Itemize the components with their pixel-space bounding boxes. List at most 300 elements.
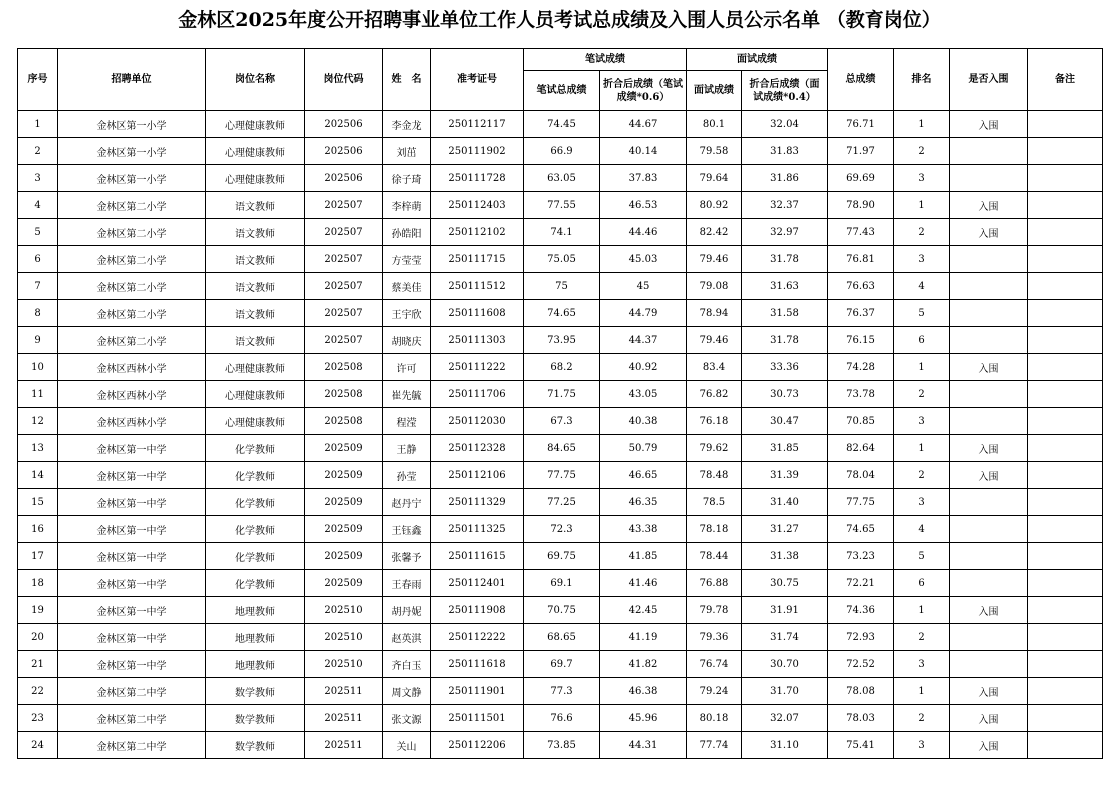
cell-name: 程滢 xyxy=(383,408,431,435)
cell-interview-converted: 31.39 xyxy=(742,462,828,489)
table-row xyxy=(18,273,1103,300)
cell-ticket: 250111615 xyxy=(431,543,524,570)
cell-post-name: 化学教师 xyxy=(206,489,305,516)
cell-name: 许可 xyxy=(383,354,431,381)
header-interview-score: 面试成绩 xyxy=(687,71,742,111)
cell-shortlisted: 入围 xyxy=(950,111,1028,138)
cell-shortlisted xyxy=(950,408,1028,435)
cell-interview-converted: 32.04 xyxy=(742,111,828,138)
cell-rank: 2 xyxy=(894,705,950,732)
cell-rank: 1 xyxy=(894,354,950,381)
cell-post-code: 202508 xyxy=(305,354,383,381)
table-row xyxy=(18,327,1103,354)
cell-interview-score: 78.44 xyxy=(687,543,742,570)
cell-interview-score: 77.74 xyxy=(687,732,742,759)
cell-name: 崔先毓 xyxy=(383,381,431,408)
cell-no: 12 xyxy=(18,408,58,435)
cell-written-converted: 46.35 xyxy=(600,489,687,516)
cell-unit: 金林区第一中学 xyxy=(58,597,206,624)
cell-no: 14 xyxy=(18,462,58,489)
cell-interview-score: 79.58 xyxy=(687,138,742,165)
cell-post-code: 202508 xyxy=(305,408,383,435)
cell-no: 15 xyxy=(18,489,58,516)
cell-post-code: 202509 xyxy=(305,543,383,570)
cell-unit: 金林区第一中学 xyxy=(58,543,206,570)
cell-shortlisted: 入围 xyxy=(950,219,1028,246)
cell-name: 胡丹妮 xyxy=(383,597,431,624)
cell-name: 方莹莹 xyxy=(383,246,431,273)
cell-total: 74.36 xyxy=(828,597,894,624)
header-interview-group: 面试成绩 xyxy=(687,49,828,71)
cell-interview-converted: 30.75 xyxy=(742,570,828,597)
cell-unit: 金林区第二小学 xyxy=(58,219,206,246)
cell-name: 王宇欣 xyxy=(383,300,431,327)
cell-unit: 金林区第一中学 xyxy=(58,651,206,678)
cell-written-converted: 50.79 xyxy=(600,435,687,462)
cell-written-total: 73.85 xyxy=(524,732,600,759)
cell-written-converted: 42.45 xyxy=(600,597,687,624)
cell-shortlisted: 入围 xyxy=(950,462,1028,489)
cell-rank: 2 xyxy=(894,462,950,489)
cell-interview-converted: 31.78 xyxy=(742,246,828,273)
table-row xyxy=(18,543,1103,570)
cell-written-total: 66.9 xyxy=(524,138,600,165)
cell-unit: 金林区第二小学 xyxy=(58,300,206,327)
cell-name: 蔡美佳 xyxy=(383,273,431,300)
table-row xyxy=(18,516,1103,543)
cell-post-name: 心理健康教师 xyxy=(206,111,305,138)
cell-remark xyxy=(1028,246,1103,273)
cell-shortlisted xyxy=(950,273,1028,300)
cell-unit: 金林区第二小学 xyxy=(58,273,206,300)
cell-unit: 金林区第一中学 xyxy=(58,435,206,462)
table-row xyxy=(18,354,1103,381)
cell-remark xyxy=(1028,597,1103,624)
cell-remark xyxy=(1028,300,1103,327)
cell-total: 76.15 xyxy=(828,327,894,354)
cell-no: 6 xyxy=(18,246,58,273)
cell-written-total: 75.05 xyxy=(524,246,600,273)
cell-interview-score: 79.78 xyxy=(687,597,742,624)
cell-shortlisted: 入围 xyxy=(950,678,1028,705)
page-title: 金林区2025年度公开招聘事业单位工作人员考试总成绩及入围人员公示名单 （教育岗位） xyxy=(178,9,941,31)
cell-interview-converted: 31.83 xyxy=(742,138,828,165)
cell-unit: 金林区第二小学 xyxy=(58,192,206,219)
table-row xyxy=(18,111,1103,138)
cell-written-total: 71.75 xyxy=(524,381,600,408)
table-header xyxy=(18,49,1103,111)
cell-total: 76.71 xyxy=(828,111,894,138)
cell-written-converted: 43.38 xyxy=(600,516,687,543)
table-body xyxy=(18,111,1103,759)
cell-shortlisted xyxy=(950,651,1028,678)
table-row xyxy=(18,597,1103,624)
cell-post-code: 202509 xyxy=(305,462,383,489)
table-row xyxy=(18,408,1103,435)
cell-no: 16 xyxy=(18,516,58,543)
cell-post-code: 202510 xyxy=(305,651,383,678)
cell-post-name: 语文教师 xyxy=(206,300,305,327)
cell-written-total: 76.6 xyxy=(524,705,600,732)
cell-total: 82.64 xyxy=(828,435,894,462)
cell-unit: 金林区西林小学 xyxy=(58,381,206,408)
cell-post-code: 202510 xyxy=(305,624,383,651)
cell-interview-score: 76.82 xyxy=(687,381,742,408)
cell-remark xyxy=(1028,192,1103,219)
cell-ticket: 250111512 xyxy=(431,273,524,300)
cell-ticket: 250111706 xyxy=(431,381,524,408)
header-rank: 排名 xyxy=(894,49,950,111)
cell-name: 赵丹宁 xyxy=(383,489,431,516)
cell-interview-score: 79.62 xyxy=(687,435,742,462)
cell-rank: 2 xyxy=(894,138,950,165)
cell-shortlisted xyxy=(950,489,1028,516)
cell-remark xyxy=(1028,678,1103,705)
cell-written-converted: 44.46 xyxy=(600,219,687,246)
cell-interview-converted: 31.74 xyxy=(742,624,828,651)
cell-written-total: 69.1 xyxy=(524,570,600,597)
cell-interview-converted: 32.97 xyxy=(742,219,828,246)
cell-interview-score: 79.46 xyxy=(687,327,742,354)
cell-no: 9 xyxy=(18,327,58,354)
cell-post-code: 202509 xyxy=(305,516,383,543)
cell-total: 70.85 xyxy=(828,408,894,435)
cell-written-total: 67.3 xyxy=(524,408,600,435)
cell-remark xyxy=(1028,219,1103,246)
cell-remark xyxy=(1028,408,1103,435)
cell-total: 78.90 xyxy=(828,192,894,219)
cell-shortlisted: 入围 xyxy=(950,732,1028,759)
table-row xyxy=(18,705,1103,732)
cell-remark xyxy=(1028,624,1103,651)
cell-remark xyxy=(1028,516,1103,543)
cell-no: 1 xyxy=(18,111,58,138)
cell-interview-score: 78.5 xyxy=(687,489,742,516)
cell-no: 4 xyxy=(18,192,58,219)
cell-written-converted: 40.14 xyxy=(600,138,687,165)
cell-unit: 金林区第一中学 xyxy=(58,462,206,489)
cell-name: 胡晓庆 xyxy=(383,327,431,354)
cell-written-converted: 37.83 xyxy=(600,165,687,192)
cell-name: 李金龙 xyxy=(383,111,431,138)
cell-total: 76.81 xyxy=(828,246,894,273)
cell-post-name: 语文教师 xyxy=(206,327,305,354)
cell-written-converted: 41.82 xyxy=(600,651,687,678)
cell-post-code: 202506 xyxy=(305,165,383,192)
cell-no: 7 xyxy=(18,273,58,300)
cell-ticket: 250112401 xyxy=(431,570,524,597)
cell-interview-converted: 31.58 xyxy=(742,300,828,327)
cell-rank: 3 xyxy=(894,246,950,273)
cell-name: 王春雨 xyxy=(383,570,431,597)
cell-total: 78.08 xyxy=(828,678,894,705)
cell-name: 孙皓阳 xyxy=(383,219,431,246)
cell-shortlisted xyxy=(950,516,1028,543)
cell-unit: 金林区第二中学 xyxy=(58,678,206,705)
cell-written-converted: 43.05 xyxy=(600,381,687,408)
cell-interview-converted: 31.27 xyxy=(742,516,828,543)
cell-total: 76.37 xyxy=(828,300,894,327)
table-row xyxy=(18,732,1103,759)
cell-interview-converted: 32.37 xyxy=(742,192,828,219)
cell-no: 22 xyxy=(18,678,58,705)
header-interview-converted: 折合后成绩（面试成绩*0.4） xyxy=(742,71,828,111)
cell-post-code: 202510 xyxy=(305,597,383,624)
cell-total: 71.97 xyxy=(828,138,894,165)
cell-rank: 3 xyxy=(894,489,950,516)
cell-no: 13 xyxy=(18,435,58,462)
cell-remark xyxy=(1028,489,1103,516)
cell-name: 王静 xyxy=(383,435,431,462)
header-post-name: 岗位名称 xyxy=(206,49,305,111)
cell-written-total: 74.45 xyxy=(524,111,600,138)
header-written-total: 笔试总成绩 xyxy=(524,71,600,111)
cell-remark xyxy=(1028,732,1103,759)
cell-remark xyxy=(1028,462,1103,489)
cell-written-total: 69.75 xyxy=(524,543,600,570)
cell-shortlisted xyxy=(950,381,1028,408)
table-row xyxy=(18,192,1103,219)
cell-name: 周文静 xyxy=(383,678,431,705)
cell-ticket: 250111325 xyxy=(431,516,524,543)
cell-interview-score: 79.46 xyxy=(687,246,742,273)
table-row xyxy=(18,165,1103,192)
cell-ticket: 250111222 xyxy=(431,354,524,381)
cell-unit: 金林区第一小学 xyxy=(58,138,206,165)
cell-ticket: 250111908 xyxy=(431,597,524,624)
table-row xyxy=(18,489,1103,516)
cell-rank: 4 xyxy=(894,273,950,300)
cell-total: 72.93 xyxy=(828,624,894,651)
cell-written-total: 75 xyxy=(524,273,600,300)
cell-post-code: 202509 xyxy=(305,435,383,462)
cell-interview-score: 76.88 xyxy=(687,570,742,597)
cell-total: 77.43 xyxy=(828,219,894,246)
cell-interview-converted: 31.85 xyxy=(742,435,828,462)
cell-shortlisted: 入围 xyxy=(950,354,1028,381)
cell-name: 张文源 xyxy=(383,705,431,732)
table-row xyxy=(18,624,1103,651)
cell-ticket: 250111715 xyxy=(431,246,524,273)
cell-interview-converted: 31.38 xyxy=(742,543,828,570)
cell-interview-score: 82.42 xyxy=(687,219,742,246)
cell-interview-converted: 31.78 xyxy=(742,327,828,354)
cell-post-code: 202509 xyxy=(305,570,383,597)
cell-name: 孙莹 xyxy=(383,462,431,489)
cell-ticket: 250112106 xyxy=(431,462,524,489)
cell-post-name: 地理教师 xyxy=(206,597,305,624)
cell-post-name: 心理健康教师 xyxy=(206,138,305,165)
cell-post-name: 语文教师 xyxy=(206,246,305,273)
cell-written-total: 70.75 xyxy=(524,597,600,624)
cell-written-total: 73.95 xyxy=(524,327,600,354)
cell-ticket: 250112117 xyxy=(431,111,524,138)
table-row xyxy=(18,138,1103,165)
table-row xyxy=(18,678,1103,705)
cell-ticket: 250112328 xyxy=(431,435,524,462)
cell-written-converted: 46.38 xyxy=(600,678,687,705)
cell-written-converted: 45.03 xyxy=(600,246,687,273)
cell-rank: 5 xyxy=(894,300,950,327)
cell-ticket: 250111902 xyxy=(431,138,524,165)
cell-shortlisted xyxy=(950,246,1028,273)
cell-post-name: 心理健康教师 xyxy=(206,381,305,408)
table-row xyxy=(18,246,1103,273)
cell-post-name: 语文教师 xyxy=(206,219,305,246)
cell-interview-converted: 31.63 xyxy=(742,273,828,300)
cell-written-total: 74.1 xyxy=(524,219,600,246)
cell-unit: 金林区第一小学 xyxy=(58,165,206,192)
cell-interview-score: 79.24 xyxy=(687,678,742,705)
cell-written-converted: 45 xyxy=(600,273,687,300)
cell-remark xyxy=(1028,543,1103,570)
cell-written-converted: 41.19 xyxy=(600,624,687,651)
cell-shortlisted xyxy=(950,138,1028,165)
cell-rank: 2 xyxy=(894,381,950,408)
cell-rank: 6 xyxy=(894,327,950,354)
cell-no: 5 xyxy=(18,219,58,246)
cell-post-code: 202507 xyxy=(305,300,383,327)
cell-unit: 金林区第二中学 xyxy=(58,705,206,732)
header-shortlisted: 是否入围 xyxy=(950,49,1028,111)
header-post-code: 岗位代码 xyxy=(305,49,383,111)
cell-interview-converted: 31.40 xyxy=(742,489,828,516)
cell-unit: 金林区第二中学 xyxy=(58,732,206,759)
cell-unit: 金林区第一中学 xyxy=(58,570,206,597)
cell-rank: 5 xyxy=(894,543,950,570)
cell-no: 21 xyxy=(18,651,58,678)
cell-unit: 金林区第一中学 xyxy=(58,489,206,516)
cell-no: 11 xyxy=(18,381,58,408)
cell-no: 20 xyxy=(18,624,58,651)
cell-no: 19 xyxy=(18,597,58,624)
cell-ticket: 250111501 xyxy=(431,705,524,732)
cell-name: 齐白玉 xyxy=(383,651,431,678)
cell-total: 72.21 xyxy=(828,570,894,597)
cell-written-total: 69.7 xyxy=(524,651,600,678)
cell-written-converted: 44.79 xyxy=(600,300,687,327)
cell-remark xyxy=(1028,354,1103,381)
cell-name: 徐子琦 xyxy=(383,165,431,192)
cell-interview-converted: 30.47 xyxy=(742,408,828,435)
cell-written-converted: 44.67 xyxy=(600,111,687,138)
cell-post-name: 化学教师 xyxy=(206,543,305,570)
cell-ticket: 250112222 xyxy=(431,624,524,651)
cell-written-total: 63.05 xyxy=(524,165,600,192)
cell-unit: 金林区第一中学 xyxy=(58,624,206,651)
cell-interview-converted: 31.86 xyxy=(742,165,828,192)
table-row xyxy=(18,570,1103,597)
cell-rank: 2 xyxy=(894,219,950,246)
cell-interview-converted: 30.70 xyxy=(742,651,828,678)
cell-total: 77.75 xyxy=(828,489,894,516)
cell-no: 24 xyxy=(18,732,58,759)
cell-written-total: 68.65 xyxy=(524,624,600,651)
cell-rank: 4 xyxy=(894,516,950,543)
cell-name: 王钰鑫 xyxy=(383,516,431,543)
cell-name: 李梓萌 xyxy=(383,192,431,219)
cell-interview-score: 80.92 xyxy=(687,192,742,219)
cell-remark xyxy=(1028,570,1103,597)
cell-post-name: 心理健康教师 xyxy=(206,408,305,435)
header-remark: 备注 xyxy=(1028,49,1103,111)
header-written-converted: 折合后成绩（笔试成绩*0.6） xyxy=(600,71,687,111)
cell-total: 72.52 xyxy=(828,651,894,678)
cell-ticket: 250112403 xyxy=(431,192,524,219)
cell-rank: 1 xyxy=(894,597,950,624)
cell-post-name: 心理健康教师 xyxy=(206,354,305,381)
cell-post-code: 202507 xyxy=(305,327,383,354)
cell-rank: 1 xyxy=(894,192,950,219)
cell-total: 73.78 xyxy=(828,381,894,408)
table-row xyxy=(18,435,1103,462)
cell-post-code: 202507 xyxy=(305,273,383,300)
cell-shortlisted: 入围 xyxy=(950,435,1028,462)
cell-interview-score: 83.4 xyxy=(687,354,742,381)
cell-post-name: 地理教师 xyxy=(206,624,305,651)
cell-ticket: 250112206 xyxy=(431,732,524,759)
cell-post-name: 心理健康教师 xyxy=(206,165,305,192)
cell-post-name: 化学教师 xyxy=(206,570,305,597)
cell-post-code: 202507 xyxy=(305,219,383,246)
cell-ticket: 250111901 xyxy=(431,678,524,705)
cell-rank: 2 xyxy=(894,624,950,651)
cell-unit: 金林区西林小学 xyxy=(58,354,206,381)
cell-shortlisted xyxy=(950,570,1028,597)
table-row xyxy=(18,651,1103,678)
cell-total: 73.23 xyxy=(828,543,894,570)
cell-written-converted: 40.92 xyxy=(600,354,687,381)
header-ticket: 准考证号 xyxy=(431,49,524,111)
cell-interview-converted: 33.36 xyxy=(742,354,828,381)
cell-rank: 6 xyxy=(894,570,950,597)
cell-remark xyxy=(1028,327,1103,354)
cell-interview-score: 80.1 xyxy=(687,111,742,138)
cell-shortlisted xyxy=(950,543,1028,570)
cell-shortlisted xyxy=(950,165,1028,192)
cell-no: 3 xyxy=(18,165,58,192)
table-row xyxy=(18,219,1103,246)
cell-rank: 3 xyxy=(894,732,950,759)
cell-post-name: 语文教师 xyxy=(206,273,305,300)
cell-remark xyxy=(1028,111,1103,138)
cell-unit: 金林区第二小学 xyxy=(58,246,206,273)
cell-remark xyxy=(1028,381,1103,408)
header-total: 总成绩 xyxy=(828,49,894,111)
cell-unit: 金林区西林小学 xyxy=(58,408,206,435)
cell-rank: 1 xyxy=(894,435,950,462)
cell-rank: 3 xyxy=(894,165,950,192)
table-row xyxy=(18,381,1103,408)
cell-unit: 金林区第一中学 xyxy=(58,516,206,543)
cell-written-converted: 44.37 xyxy=(600,327,687,354)
cell-ticket: 250111728 xyxy=(431,165,524,192)
cell-shortlisted: 入围 xyxy=(950,597,1028,624)
cell-ticket: 250111329 xyxy=(431,489,524,516)
cell-post-code: 202511 xyxy=(305,678,383,705)
cell-rank: 1 xyxy=(894,678,950,705)
cell-total: 74.65 xyxy=(828,516,894,543)
cell-post-name: 地理教师 xyxy=(206,651,305,678)
cell-remark xyxy=(1028,651,1103,678)
cell-written-converted: 46.65 xyxy=(600,462,687,489)
cell-written-converted: 40.38 xyxy=(600,408,687,435)
cell-ticket: 250112102 xyxy=(431,219,524,246)
cell-rank: 3 xyxy=(894,408,950,435)
cell-no: 18 xyxy=(18,570,58,597)
cell-interview-score: 79.08 xyxy=(687,273,742,300)
header-written-group: 笔试成绩 xyxy=(524,49,687,71)
